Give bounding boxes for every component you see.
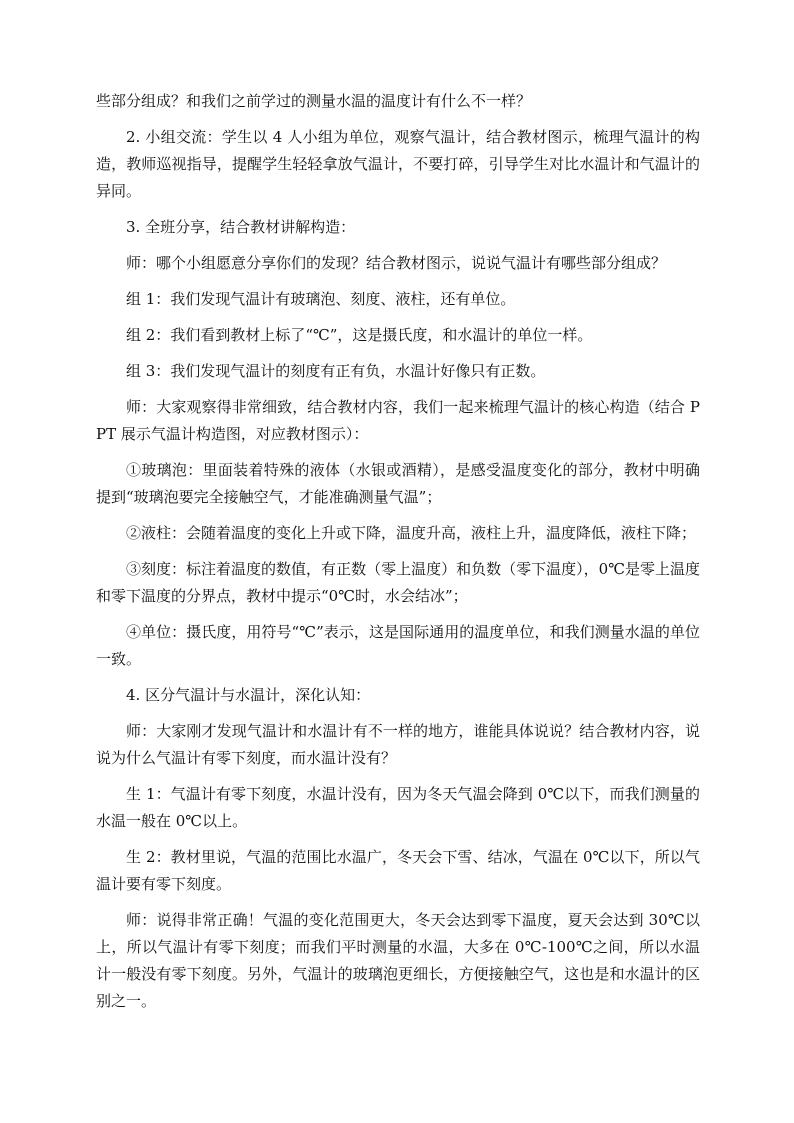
- paragraph: ①玻璃泡：里面装着特殊的液体（水银或酒精），是感受温度变化的部分，教材中明确提到“玻璃泡要完全接触空气，才能准确测量气温”；: [96, 461, 700, 506]
- document-page: [96, 88, 700, 1024]
- paragraph: 2. 小组交流：学生以 4 人小组为单位，观察气温计，结合教材图示，梳理气温计的构造，教师巡视指导，提醒学生轻轻拿放气温计，不要打碎，引导学生对比水温计和气温计的异同。: [96, 128, 700, 200]
- paragraph: 生 2：教材里说，气温的范围比水温广，冬天会下雪、结冰，气温在 0℃以下，所以气温计要有零下刻度。: [96, 848, 700, 893]
- paragraph: 师：哪个小组愿意分享你们的发现？结合教材图示，说说气温计有哪些部分组成？: [126, 254, 667, 272]
- paragraph: 师：大家观察得非常细致，结合教材内容，我们一起来梳理气温计的核心构造（结合 PPT 展示气温计构造图，对应教材图示）：: [96, 398, 700, 443]
- paragraph: ②液柱：会随着温度的变化上升或下降，温度升高，液柱上升，温度降低，液柱下降；: [126, 524, 697, 542]
- paragraph: 组 1：我们发现气温计有玻璃泡、刻度、液柱，还有单位。: [126, 290, 516, 308]
- paragraph: 组 3：我们发现气温计的刻度有正有负，水温计好像只有正数。: [126, 362, 546, 380]
- paragraph: 4. 区分气温计与水温计，深化认知：: [126, 686, 371, 704]
- paragraph: 师：大家刚才发现气温计和水温计有不一样的地方，谁能具体说说？结合教材内容，说说为什么气温计有零下刻度，而水温计没有？: [96, 722, 700, 767]
- paragraph: 生 1：气温计有零下刻度，水温计没有，因为冬天气温会降到 0℃以下，而我们测量的水温一般在 0℃以上。: [96, 785, 700, 830]
- paragraph: ④单位：摄氏度，用符号“℃”表示，这是国际通用的温度单位，和我们测量水温的单位一致。: [96, 623, 700, 668]
- paragraph: 些部分组成？和我们之前学过的测量水温的温度计有什么不一样？: [96, 92, 532, 110]
- paragraph: ③刻度：标注着温度的数值，有正数（零上温度）和负数（零下温度），0℃是零上温度和零下温度的分界点，教材中提示“0℃时，水会结冰”；: [96, 560, 700, 605]
- paragraph: 3. 全班分享，结合教材讲解构造：: [126, 218, 356, 236]
- paragraph: 组 2：我们看到教材上标了“℃”，这是摄氏度，和水温计的单位一样。: [126, 326, 593, 344]
- paragraph: 师：说得非常正确！气温的变化范围更大，冬天会达到零下温度，夏天会达到 30℃以上，所以气温计有零下刻度；而我们平时测量的水温，大多在 0℃-100℃之间，所以水温计一般没有零下刻度。另外，气温计的玻璃泡更细长，方便接触空气，这也是和水温计的区别之一。: [96, 911, 700, 1010]
